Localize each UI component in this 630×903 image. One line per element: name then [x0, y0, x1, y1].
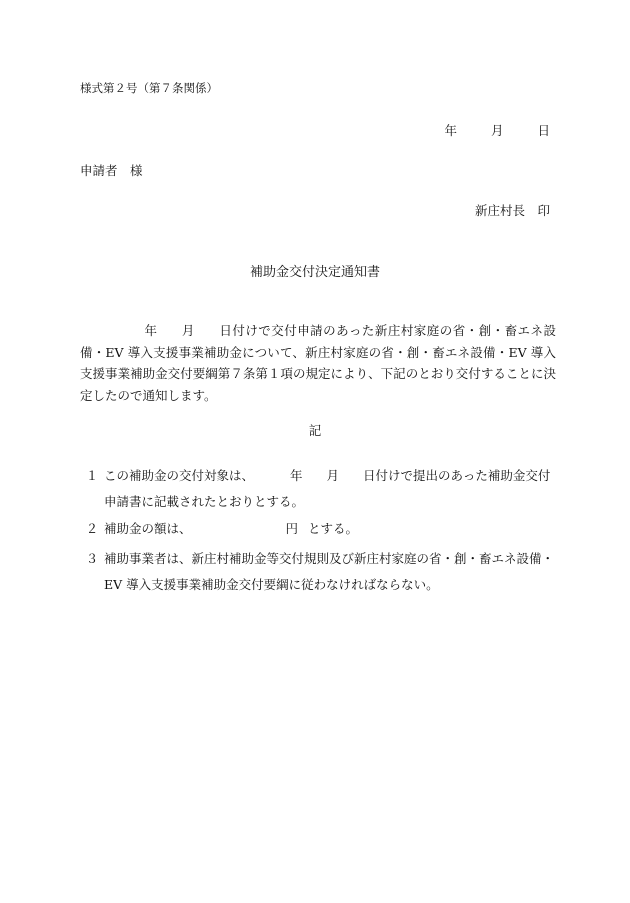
item-1-year-label: 年 — [290, 468, 303, 483]
item-1-month-label: 月 — [326, 468, 340, 483]
item-number: ３ — [85, 551, 99, 566]
item-1-prefix: この補助金の交付対象は、 — [104, 468, 255, 483]
list-item — [80, 463, 556, 515]
issuer-signature: 新庄村長 印 — [474, 203, 550, 218]
intro-paragraph — [80, 320, 556, 406]
document-title: 補助金交付決定通知書 — [249, 265, 380, 280]
item-2-prefix: 補助金の額は、 — [104, 521, 192, 536]
intro-text: 日付けで交付申請のあった新庄村家庭の省・創・畜エネ設備・EV 導入支援事業補助金について、新庄村家庭の省・創・畜エネ設備・EV 導入支援事業補助金交付要綱第７条第１項の規定により、下記のとおり交付することに決定したので通知します。 — [80, 323, 556, 403]
ki-heading: 記 — [308, 423, 322, 438]
item-number: ２ — [85, 521, 99, 536]
item-2-yen-label: 円 — [285, 521, 299, 536]
intro-year-label: 年 — [144, 323, 158, 338]
form-number: 様式第２号（第７条関係） — [80, 81, 218, 95]
applicant-addressee: 申請者 様 — [80, 163, 143, 178]
item-2-suffix: とする。 — [308, 521, 359, 536]
list-item — [80, 546, 556, 598]
item-1-suffix: 日付けで提出のあった補助金交付申請書に記載されたとおりとする。 — [104, 468, 551, 509]
date-day-label: 日 — [537, 123, 550, 138]
date-year-label: 年 — [444, 123, 457, 138]
intro-month-label: 月 — [181, 323, 195, 338]
date-month-label: 月 — [490, 123, 504, 138]
item-number: １ — [85, 468, 99, 483]
item-3-text: 補助事業者は、新庄村補助金等交付規則及び新庄村家庭の省・創・畜エネ設備・EV 導入支援事業補助金交付要綱に従わなければならない。 — [104, 551, 555, 592]
date-line — [444, 121, 550, 139]
list-item — [80, 516, 556, 542]
